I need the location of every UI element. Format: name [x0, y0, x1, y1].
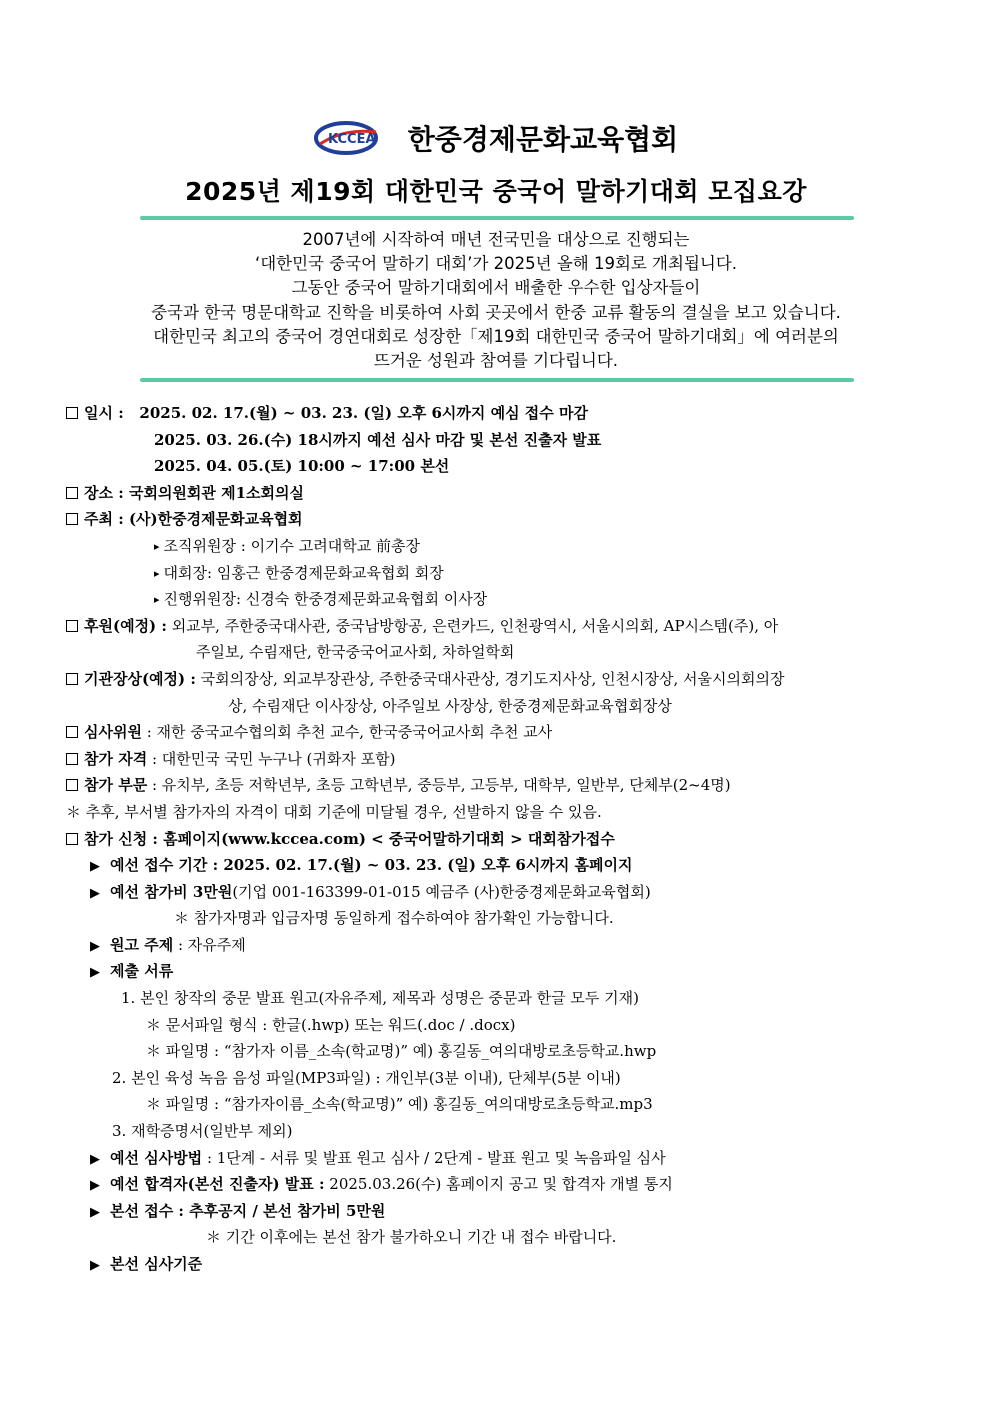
intro-line: 대한민국 최고의 중국어 경연대회로 성장한「제19회 대한민국 중국어 말하기대회」에 여러분의: [153, 326, 839, 346]
schedule-row: 2025. 04. 05.(토) 10:00 ~ 17:00 본선: [154, 457, 450, 476]
venue-text: 장소 : 국회의원회관 제1소회의실: [84, 483, 305, 502]
checkbox-square-icon: [66, 513, 78, 525]
sponsor-text: 외교부, 주한중국대사관, 중국남방항공, 은련카드, 인천광역시, 서울시의회, AP시스템(주), 아: [166, 616, 779, 635]
sponsor-label: 후원(예정) :: [84, 616, 167, 635]
arrow-right-icon: ▶: [90, 1178, 100, 1194]
triangle-bullet-icon: ▸: [154, 593, 160, 607]
checkbox-square-icon: [66, 753, 78, 765]
application-fee: [66, 879, 946, 906]
intro-line: 중국과 한국 명문대학교 진학을 비롯하여 사회 곳곳에서 한중 교류 활동의 결실을 보고 있습니다.: [151, 302, 841, 322]
doc-subitem: ＊ 파일명 : “참가자 이름_소속(학교명)” 예) 홍길동_여의대방로초등학교.hwp: [146, 1042, 657, 1061]
divisions-label: 참가 부문: [84, 776, 148, 795]
venue-row: [66, 480, 946, 507]
arrow-right-icon: ▶: [90, 885, 100, 901]
application-period: [66, 852, 946, 879]
divider-top: [140, 216, 854, 220]
division-note: ＊ 추후, 부서별 참가자의 자격이 대회 기준에 미달될 경우, 선발하지 않을 수 있음.: [66, 802, 602, 821]
method-text: : 1단계 - 서류 및 발표 원고 심사 / 2단계 - 발표 원고 및 녹음파일 심사: [202, 1148, 666, 1167]
host-member: [66, 533, 946, 560]
host-member: [66, 560, 946, 587]
intro-line: 뜨거운 성원과 참여를 기다립니다.: [373, 351, 619, 371]
checkbox-square-icon: [66, 779, 78, 791]
doc-subitem: ＊ 문서파일 형식 : 한글(.hwp) 또는 워드(.doc / .docx): [146, 1015, 516, 1034]
intro-line: 그동안 중국어 말하기대회에서 배출한 우수한 입상자들이: [291, 278, 701, 298]
org-name: 한중경제문화교육협회: [407, 123, 679, 156]
org-brand: [314, 118, 678, 158]
criteria-row: [66, 1251, 946, 1278]
host-member-text: 진행위원장: 신경숙 한중경제문화교육협회 이사장: [163, 590, 488, 609]
schedule-line: 2025. 02. 17.(월) ~ 03. 23. (일) 오후 6시까지 예심 접수 마감: [139, 404, 588, 422]
final-label: 본선 접수 : 추후공지 / 본선 참가비 5만원: [110, 1201, 386, 1220]
application-row: [66, 826, 946, 853]
schedule-label: 일시 :: [84, 404, 124, 422]
fee-label: 예선 참가비 3만원: [110, 882, 233, 901]
docs-row: [66, 958, 946, 985]
arrow-right-icon: ▶: [90, 938, 100, 954]
checkbox-square-icon: [66, 407, 78, 419]
application-label: 참가 신청 : 홈페이지(www.kccea.com) < 중국어말하기대회 > 대회참가접수: [84, 829, 615, 848]
doc-item: 1. 본인 창작의 중문 발표 원고(자유주제, 제목과 성명은 중문과 한글 모두 기재): [121, 989, 639, 1008]
divisions-row: [66, 772, 946, 799]
result-row: [66, 1171, 946, 1198]
schedule-row: [66, 400, 946, 427]
host-member-text: 조직위원장 : 이기수 고려대학교 前총장: [163, 536, 421, 555]
sponsor-row: 주일보, 수림재단, 한국중국어교사회, 차하얼학회: [196, 643, 515, 662]
awards-label: 기관장상(예정) :: [84, 669, 196, 688]
triangle-bullet-icon: ▸: [154, 566, 160, 580]
checkbox-square-icon: [66, 833, 78, 845]
method-row: [66, 1145, 946, 1172]
fee-text: (기업 001-163399-01-015 예금주 (사)한중경제문화교육협회): [232, 882, 651, 901]
final-row: [66, 1198, 946, 1225]
doc-subitem: ＊ 파일명 : “참가자이름_소속(학교명)” 예) 홍길동_여의대방로초등학교.mp3: [146, 1095, 653, 1114]
divider-bottom: [140, 378, 854, 382]
criteria-label: 본선 심사기준: [110, 1255, 203, 1273]
arrow-right-icon: ▶: [90, 1204, 100, 1220]
schedule-row: 2025. 03. 26.(수) 18시까지 예선 심사 마감 및 본선 진출자 발표: [154, 430, 602, 449]
topic-label: 원고 주제: [110, 935, 174, 954]
details-section: [66, 400, 946, 1278]
awards-row: [66, 666, 946, 693]
checkbox-square-icon: [66, 726, 78, 738]
topic-row: [66, 932, 946, 959]
arrow-right-icon: ▶: [90, 1151, 100, 1167]
judges-text: : 재한 중국교수협의회 추천 교수, 한국중국어교사회 추천 교사: [141, 723, 553, 742]
arrow-right-icon: ▶: [90, 1258, 100, 1273]
intro-paragraph: [60, 228, 932, 373]
arrow-right-icon: ▶: [90, 859, 100, 875]
awards-text: 국회의장상, 외교부장관상, 주한중국대사관상, 경기도지사상, 인천시장상, 서울시의회의장: [195, 669, 785, 688]
divisions-text: : 유치부, 초등 저학년부, 초등 고학년부, 중등부, 고등부, 대학부, 일반부, 단체부(2~4명): [147, 776, 731, 795]
checkbox-square-icon: [66, 620, 78, 632]
final-note: ＊ 기간 이후에는 본선 참가 불가하오니 기간 내 접수 바랍니다.: [206, 1228, 617, 1247]
intro-line: ‘대한민국 중국어 말하기 대회’가 2025년 올해 19회로 개최됩니다.: [254, 254, 738, 274]
docs-label: 제출 서류: [110, 962, 174, 981]
method-label: 예선 심사방법: [110, 1148, 203, 1167]
host-row: [66, 506, 946, 533]
topic-text: : 자유주제: [173, 935, 246, 954]
judges-row: [66, 719, 946, 746]
sponsor-row: [66, 613, 946, 640]
triangle-bullet-icon: ▸: [154, 539, 160, 553]
eligibility-row: [66, 746, 946, 773]
host-member: [66, 586, 946, 613]
intro-line: 2007년에 시작하여 매년 전국민을 대상으로 진행되는: [302, 230, 690, 249]
awards-row: 상, 수림재단 이사장상, 아주일보 사장상, 한중경제문화교육협회장상: [228, 696, 672, 715]
host-text: 주최 : (사)한중경제문화교육협회: [84, 510, 303, 529]
result-label: 예선 합격자(본선 진출자) 발표 :: [110, 1175, 325, 1194]
fee-note: ＊ 참가자명과 입금자명 동일하게 접수하여야 참가확인 가능합니다.: [174, 909, 614, 928]
arrow-right-icon: ▶: [90, 965, 100, 981]
doc-item: 3. 재학증명서(일반부 제외): [112, 1122, 293, 1141]
doc-item: 2. 본인 육성 녹음 음성 파일(MP3파일) : 개인부(3분 이내), 단체부(5분 이내): [112, 1068, 621, 1087]
logo-text: KCCEA: [327, 132, 376, 147]
page-title: 2025년 제19회 대한민국 중국어 말하기대회 모집요강: [185, 177, 807, 206]
result-text: 2025.03.26(수) 홈페이지 공고 및 합격자 개별 통지: [324, 1175, 673, 1194]
header: [0, 118, 992, 161]
application-period-text: 예선 접수 기간 : 2025. 02. 17.(월) ~ 03. 23. (일) 오후 6시까지 홈페이지: [110, 856, 633, 875]
judges-label: 심사위원: [84, 723, 142, 742]
eligibility-label: 참가 자격: [84, 749, 148, 768]
host-member-text: 대회장: 임홍근 한중경제문화교육협회 회장: [163, 563, 444, 582]
checkbox-square-icon: [66, 487, 78, 499]
eligibility-text: : 대한민국 국민 누구나 (귀화자 포함): [147, 749, 396, 768]
checkbox-square-icon: [66, 673, 78, 685]
kccea-logo: [314, 120, 402, 156]
